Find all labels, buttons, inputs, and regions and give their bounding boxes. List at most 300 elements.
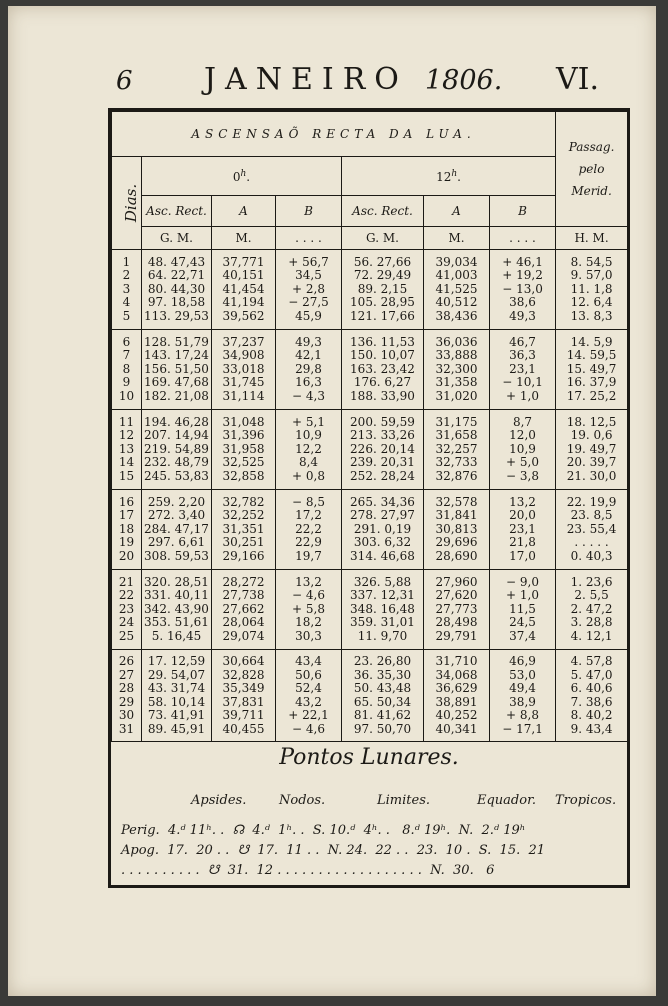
b-0-value: − 4,6	[292, 721, 325, 736]
a-12-value: 32,300	[435, 361, 478, 376]
b-12-value: − 9,0	[506, 574, 539, 589]
asc-rect-0-value: 232. 48,79	[144, 455, 209, 470]
b-12-value: + 46,1	[502, 254, 543, 269]
passagem-value: 20. 39,7	[566, 455, 617, 470]
a-0-value: 31,048	[222, 414, 265, 429]
asc-rect-12-value: 23. 26,80	[353, 654, 412, 668]
b-0-value: − 4,6	[292, 588, 325, 603]
a-12-value: 33,888	[435, 348, 478, 363]
b-0-value: 43,4	[295, 654, 322, 668]
days-value: 9	[122, 375, 131, 390]
a-0-value: 32,252	[222, 508, 265, 523]
passagem-value: 14. 59,5	[566, 348, 617, 363]
hour-12-header: 12$^h$.	[342, 157, 556, 196]
passagem-value: 23. 55,4	[566, 521, 617, 536]
asc-rect-0-value: 320. 28,51	[144, 574, 209, 589]
b-12-value: 38,9	[509, 694, 536, 709]
days-value: 13	[118, 441, 135, 456]
passagem-value: 6. 40,6	[570, 681, 613, 695]
asc-rect-0-value: 331. 40,11	[144, 588, 209, 603]
days-value: 15	[118, 468, 135, 483]
cell-asc-rect-12	[342, 570, 424, 650]
b-0-value: + 22,1	[288, 708, 329, 722]
a-0-value: 32,782	[222, 494, 265, 509]
days-value: 22	[118, 588, 135, 603]
cell-days	[112, 570, 142, 650]
cell-days	[112, 410, 142, 490]
month-title: JANEIRO	[204, 62, 408, 97]
cell-a-12	[424, 250, 490, 330]
asc-rect-0-value: 259. 2,20	[147, 494, 206, 509]
passagem-value: 19. 0,6	[570, 428, 613, 443]
passagem-value: 2. 47,2	[570, 601, 613, 616]
b-12-value: − 10,1	[502, 375, 543, 390]
a-12-value: 40,341	[435, 721, 478, 736]
cell-asc-rect-12	[342, 490, 424, 570]
unit-gm-0: G. M.	[142, 227, 212, 250]
days-value: 25	[118, 628, 135, 643]
asc-rect-0-value: 272. 3,40	[147, 508, 206, 523]
hour-sup: h	[240, 168, 247, 179]
a-12-value: 31,710	[435, 654, 478, 668]
table-title: ASCENSAÕ RECTA DA LUA.	[112, 112, 556, 157]
b-12-value: 23,1	[509, 521, 536, 536]
table-row-group	[112, 490, 628, 570]
asc-rect-0-value: 43. 31,74	[147, 681, 206, 695]
passagem-value: 9. 57,0	[570, 268, 613, 283]
a-0-value: 35,349	[222, 681, 265, 695]
passagem-value: 13. 8,3	[570, 308, 613, 323]
page-number: 6	[116, 66, 133, 96]
cell-b-12	[490, 570, 556, 650]
b-12-value: 37,4	[509, 628, 536, 643]
a-0-value: 37,237	[222, 334, 265, 349]
a-0-value: 40,455	[222, 721, 265, 736]
asc-rect-12-value: 50. 43,48	[353, 681, 412, 695]
asc-rect-12-value: 226. 20,14	[350, 441, 415, 456]
a-12-value: 27,960	[435, 574, 478, 589]
col-asc-rect-0: Asc. Rect.	[142, 196, 212, 227]
cell-a-12	[424, 490, 490, 570]
col-b-0: B	[276, 196, 342, 227]
a-0-value: 40,151	[222, 268, 265, 283]
a-0-value: 32,858	[222, 468, 265, 483]
table-row-group	[112, 330, 628, 410]
days-value: 14	[118, 455, 135, 470]
asc-rect-0-value: 128. 51,79	[144, 334, 209, 349]
days-value: 29	[118, 694, 135, 709]
a-0-value: 31,114	[222, 388, 265, 403]
asc-rect-0-value: 342. 43,90	[144, 601, 209, 616]
cell-a-0	[212, 250, 276, 330]
a-0-value: 41,194	[222, 295, 265, 310]
passagem-value: 21. 30,0	[566, 468, 617, 483]
a-0-value: 39,562	[222, 308, 265, 323]
asc-rect-12-value: 176. 6,27	[353, 375, 412, 390]
b-0-value: 22,9	[295, 535, 322, 550]
head-equador: Equador.	[477, 793, 537, 808]
passagem-value: 19. 49,7	[566, 441, 617, 456]
cell-b-12	[490, 650, 556, 742]
pontos-line-third: . . . . . . . . . . ☋ 31. 12 . . . . . . . . . . . . . . . . . . N. 30. 6	[121, 863, 495, 878]
running-head	[8, 60, 656, 100]
col-a-12: A	[424, 196, 490, 227]
cell-b-12	[490, 410, 556, 490]
cell-passagem	[556, 330, 628, 410]
b-12-value: 36,3	[509, 348, 536, 363]
unit-m-12: M.	[424, 227, 490, 250]
cell-a-0	[212, 330, 276, 410]
cell-b-12	[490, 330, 556, 410]
cell-b-12	[490, 490, 556, 570]
b-12-value: 8,7	[512, 414, 533, 429]
passagem-value: 18. 12,5	[566, 414, 617, 429]
a-0-value: 28,064	[222, 615, 265, 630]
passagem-value: 7. 38,6	[570, 694, 613, 709]
a-12-value: 31,841	[435, 508, 478, 523]
asc-rect-0-value: 80. 44,30	[147, 281, 206, 296]
asc-rect-12-value: 81. 41,62	[353, 708, 412, 722]
passagem-value: 3. 28,8	[570, 615, 613, 630]
a-0-value: 32,828	[222, 667, 265, 682]
asc-rect-0-value: 64. 22,71	[147, 268, 206, 283]
a-12-value: 31,175	[435, 414, 478, 429]
table-row-group	[112, 250, 628, 330]
cell-b-0	[276, 650, 342, 742]
b-0-value: 49,3	[295, 334, 322, 349]
a-12-value: 40,252	[435, 708, 478, 722]
a-12-value: 40,512	[435, 295, 478, 310]
b-12-value: 46,7	[509, 334, 536, 349]
a-12-value: 38,436	[435, 308, 478, 323]
days-value: 16	[118, 494, 135, 509]
cell-a-12	[424, 650, 490, 742]
head-tropicos: Tropicos.	[555, 793, 617, 808]
head-nodos: Nodos.	[279, 793, 326, 808]
a-12-value: 29,696	[435, 535, 478, 550]
passagem-value: 11. 1,8	[570, 281, 613, 296]
dias-header	[112, 157, 142, 250]
asc-rect-12-value: 56. 27,66	[353, 254, 412, 269]
hour-12: 12	[436, 169, 452, 184]
asc-rect-0-value: 17. 12,59	[147, 654, 206, 668]
days-value: 20	[118, 548, 135, 563]
asc-rect-12-value: 65. 50,34	[353, 694, 412, 709]
asc-rect-12-value: 11. 9,70	[357, 628, 408, 643]
a-12-value: 36,036	[435, 334, 478, 349]
b-12-value: 10,9	[509, 441, 536, 456]
asc-rect-12-value: 188. 33,90	[350, 388, 415, 403]
days-value: 17	[118, 508, 135, 523]
days-value: 1	[122, 254, 131, 269]
passagem-value: 14. 5,9	[570, 334, 613, 349]
head-limites: Limites.	[377, 793, 430, 808]
b-12-value: 23,1	[509, 361, 536, 376]
pontos-line-perigeu: Perig. 4.ᵈ 11ʰ. . ☊ 4.ᵈ 1ʰ. . S. 10.ᵈ 4ʰ. . 8.ᵈ 19ʰ. N. 2.ᵈ 19ʰ	[121, 823, 526, 838]
b-12-value: 20,0	[509, 508, 536, 523]
b-12-value: 11,5	[509, 601, 536, 616]
passagem-line: Passag.	[568, 140, 615, 154]
cell-asc-rect-12	[342, 250, 424, 330]
b-0-value: − 27,5	[288, 295, 329, 310]
unit-dots-12: . . . .	[490, 227, 556, 250]
a-0-value: 31,351	[222, 521, 265, 536]
b-0-value: 22,2	[295, 521, 322, 536]
pontos-line-apogeu: Apog. 17. 20 . . ☋ 17. 11 . . N. 24. 22 . . 23. 10 . S. 15. 21	[121, 843, 546, 858]
days-value: 19	[118, 535, 135, 550]
passagem-value: 4. 57,8	[570, 654, 613, 668]
b-12-value: 49,3	[509, 308, 536, 323]
a-0-value: 41,454	[222, 281, 265, 296]
asc-rect-12-value: 337. 12,31	[350, 588, 415, 603]
asc-rect-0-value: 207. 14,94	[144, 428, 209, 443]
b-12-value: + 1,0	[506, 388, 539, 403]
b-12-value: − 3,8	[506, 468, 539, 483]
b-0-value: 18,2	[295, 615, 322, 630]
table-body	[112, 250, 628, 742]
days-value: 24	[118, 615, 135, 630]
asc-rect-0-value: 156. 51,50	[144, 361, 209, 376]
b-0-value: + 0,8	[292, 468, 325, 483]
cell-asc-rect-12	[342, 410, 424, 490]
a-12-value: 32,733	[435, 455, 478, 470]
a-12-value: 34,068	[435, 667, 478, 682]
a-0-value: 37,771	[222, 254, 265, 269]
cell-passagem	[556, 410, 628, 490]
a-0-value: 39,711	[222, 708, 265, 722]
passagem-value: 4. 12,1	[570, 628, 613, 643]
b-0-value: 8,4	[298, 455, 319, 470]
b-12-value: 24,5	[509, 615, 536, 630]
days-value: 7	[122, 348, 131, 363]
a-12-value: 39,034	[435, 254, 478, 269]
cell-days	[112, 330, 142, 410]
cell-asc-rect-0	[142, 570, 212, 650]
asc-rect-12-value: 291. 0,19	[353, 521, 412, 536]
days-value: 10	[118, 388, 135, 403]
asc-rect-12-value: 136. 11,53	[350, 334, 415, 349]
b-12-value: 46,9	[509, 654, 536, 668]
dias-label: Dias.	[122, 183, 141, 223]
cell-asc-rect-0	[142, 650, 212, 742]
asc-rect-12-value: 314. 46,68	[350, 548, 415, 563]
b-12-value: + 19,2	[502, 268, 543, 283]
a-0-value: 29,074	[222, 628, 265, 643]
asc-rect-0-value: 89. 45,91	[147, 721, 206, 736]
b-0-value: + 5,1	[292, 414, 325, 429]
pontos-lunares	[111, 731, 627, 885]
asc-rect-12-value: 36. 35,30	[353, 667, 412, 682]
b-0-value: 12,2	[295, 441, 322, 456]
passagem-line: Merid.	[571, 184, 612, 198]
asc-rect-12-value: 239. 20,31	[350, 455, 415, 470]
a-12-value: 27,773	[435, 601, 478, 616]
asc-rect-0-value: 284. 47,17	[144, 521, 209, 536]
cell-b-0	[276, 490, 342, 570]
b-0-value: 29,8	[295, 361, 322, 376]
days-value: 4	[122, 295, 131, 310]
asc-rect-12-value: 278. 27,97	[350, 508, 415, 523]
asc-rect-0-value: 194. 46,28	[144, 414, 209, 429]
b-0-value: 16,3	[295, 375, 322, 390]
asc-rect-12-value: 303. 6,32	[353, 535, 412, 550]
a-0-value: 31,396	[222, 428, 265, 443]
cell-b-0	[276, 250, 342, 330]
passagem-value: 17. 25,2	[566, 388, 617, 403]
asc-rect-12-value: 97. 50,70	[353, 721, 412, 736]
passagem-value: 2. 5,5	[574, 588, 609, 603]
b-0-value: − 4,3	[292, 388, 325, 403]
a-12-value: 27,620	[435, 588, 478, 603]
cell-days	[112, 250, 142, 330]
asc-rect-0-value: 182. 21,08	[144, 388, 209, 403]
b-12-value: − 13,0	[502, 281, 543, 296]
b-12-value: 13,2	[509, 494, 536, 509]
cell-a-0	[212, 410, 276, 490]
days-value: 3	[122, 281, 131, 296]
days-value: 18	[118, 521, 135, 536]
b-0-value: 30,3	[295, 628, 322, 643]
hour-0-header: 0$^h$.	[142, 157, 342, 196]
b-0-value: + 5,8	[292, 601, 325, 616]
table-row-group	[112, 650, 628, 742]
a-12-value: 41,003	[435, 268, 478, 283]
cell-a-0	[212, 650, 276, 742]
days-value: 30	[118, 708, 135, 722]
b-12-value: − 17,1	[502, 721, 543, 736]
a-0-value: 30,251	[222, 535, 265, 550]
cell-b-12	[490, 250, 556, 330]
b-0-value: 34,5	[295, 268, 322, 283]
table-frame	[108, 108, 630, 888]
passagem-line: pelo	[578, 162, 605, 176]
unit-gm-12: G. M.	[342, 227, 424, 250]
days-value: 31	[118, 721, 135, 736]
passagem-value: 9. 43,4	[570, 721, 613, 736]
cell-asc-rect-0	[142, 490, 212, 570]
cell-b-0	[276, 330, 342, 410]
a-0-value: 33,018	[222, 361, 265, 376]
asc-rect-12-value: 348. 16,48	[350, 601, 415, 616]
b-12-value: + 5,0	[506, 455, 539, 470]
b-12-value: 49,4	[509, 681, 536, 695]
a-0-value: 37,831	[222, 694, 265, 709]
asc-rect-12-value: 150. 10,07	[350, 348, 415, 363]
year: 1806.	[425, 65, 503, 96]
passagem-header	[556, 112, 628, 227]
b-0-value: 42,1	[295, 348, 322, 363]
cell-asc-rect-0	[142, 330, 212, 410]
unit-m-0: M.	[212, 227, 276, 250]
cell-passagem	[556, 650, 628, 742]
pontos-title: Pontos Lunares.	[279, 745, 459, 770]
page	[8, 6, 656, 996]
roman-numeral: VI.	[556, 62, 600, 97]
a-0-value: 27,738	[222, 588, 265, 603]
days-value: 6	[122, 334, 131, 349]
cell-asc-rect-0	[142, 410, 212, 490]
passagem-value: 15. 49,7	[566, 361, 617, 376]
a-12-value: 31,020	[435, 388, 478, 403]
cell-asc-rect-12	[342, 650, 424, 742]
cell-days	[112, 650, 142, 742]
b-12-value: 21,8	[509, 535, 536, 550]
a-12-value: 28,498	[435, 615, 478, 630]
days-value: 11	[118, 414, 135, 429]
passagem-value: 8. 40,2	[570, 708, 613, 722]
a-0-value: 30,664	[222, 654, 265, 668]
asc-rect-12-value: 252. 28,24	[350, 468, 415, 483]
cell-b-0	[276, 570, 342, 650]
unit-dots-0: . . . .	[276, 227, 342, 250]
asc-rect-0-value: 297. 6,61	[147, 535, 206, 550]
asc-rect-12-value: 200. 59,59	[350, 414, 415, 429]
b-0-value: 43,2	[295, 694, 322, 709]
days-value: 28	[118, 681, 135, 695]
a-0-value: 34,908	[222, 348, 265, 363]
cell-asc-rect-12	[342, 330, 424, 410]
passagem-value: 23. 8,5	[570, 508, 613, 523]
a-12-value: 32,257	[435, 441, 478, 456]
asc-rect-12-value: 72. 29,49	[353, 268, 412, 283]
passagem-value: . . . . .	[574, 535, 609, 550]
asc-rect-0-value: 169. 47,68	[144, 375, 209, 390]
cell-b-0	[276, 410, 342, 490]
asc-rect-0-value: 353. 51,61	[144, 615, 209, 630]
hour-sup: h	[451, 168, 458, 179]
asc-rect-0-value: 5. 16,45	[151, 628, 202, 643]
b-12-value: 53,0	[509, 667, 536, 682]
asc-rect-0-value: 48. 47,43	[147, 254, 206, 269]
a-0-value: 29,166	[222, 548, 265, 563]
passagem-value: 5. 47,0	[570, 667, 613, 682]
days-value: 12	[118, 428, 135, 443]
cell-passagem	[556, 490, 628, 570]
a-0-value: 32,525	[222, 455, 265, 470]
asc-rect-12-value: 163. 23,42	[350, 361, 415, 376]
table-row-group	[112, 410, 628, 490]
a-12-value: 38,891	[435, 694, 478, 709]
a-0-value: 31,958	[222, 441, 265, 456]
a-12-value: 36,629	[435, 681, 478, 695]
a-12-value: 29,791	[435, 628, 478, 643]
a-12-value: 32,578	[435, 494, 478, 509]
days-value: 5	[122, 308, 131, 323]
col-a-0: A	[212, 196, 276, 227]
head-apsides: Apsides.	[191, 793, 247, 808]
cell-a-0	[212, 490, 276, 570]
asc-rect-0-value: 143. 17,24	[144, 348, 209, 363]
days-value: 21	[118, 574, 135, 589]
passagem-value: 0. 40,3	[570, 548, 613, 563]
b-0-value: 13,2	[295, 574, 322, 589]
asc-rect-0-value: 245. 53,83	[144, 468, 209, 483]
asc-rect-12-value: 265. 34,36	[350, 494, 415, 509]
passagem-value: 22. 19,9	[566, 494, 617, 509]
days-value: 8	[122, 361, 131, 376]
passagem-value: 8. 54,5	[570, 254, 613, 269]
cell-a-12	[424, 330, 490, 410]
cell-passagem	[556, 570, 628, 650]
col-asc-rect-12: Asc. Rect.	[342, 196, 424, 227]
cell-a-12	[424, 570, 490, 650]
asc-rect-0-value: 97. 18,58	[147, 295, 206, 310]
b-0-value: + 2,8	[292, 281, 325, 296]
b-12-value: + 8,8	[506, 708, 539, 722]
cell-asc-rect-0	[142, 250, 212, 330]
asc-rect-0-value: 58. 10,14	[147, 694, 206, 709]
days-value: 2	[122, 268, 131, 283]
